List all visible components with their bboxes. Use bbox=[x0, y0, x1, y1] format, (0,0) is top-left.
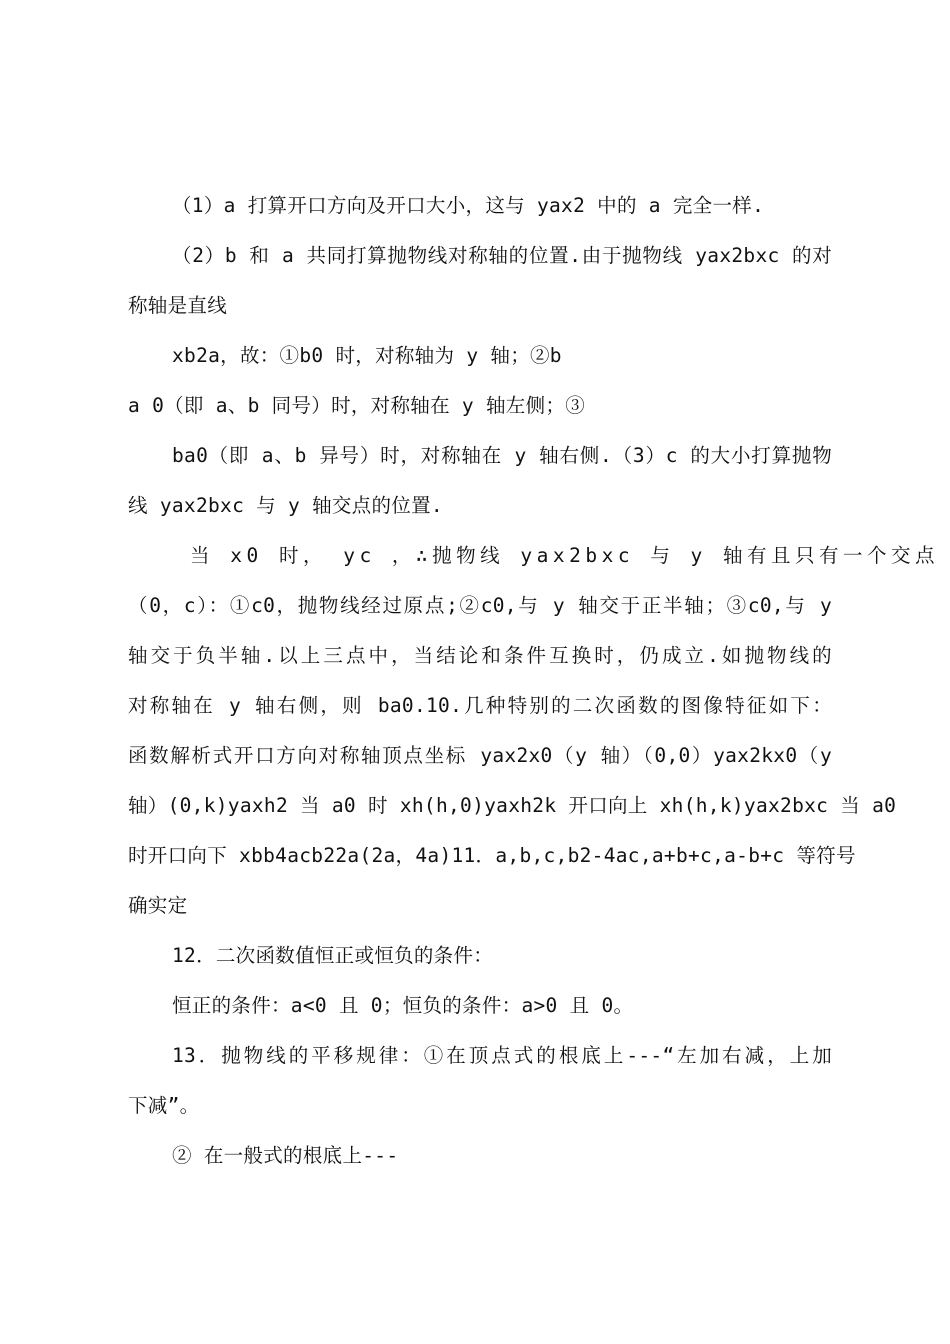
paragraph-line-6: ba0（即 a、b 异号）时，对称轴在 y 轴右侧.（3）c 的大小打算抛物 bbox=[172, 444, 832, 467]
paragraph-line-14: 时开口向下 xbb4acb22a(2a，4a)11．a,b,c,b2-4ac,a+b+c,a-b+c 等符号 bbox=[128, 844, 856, 867]
paragraph-line-8: 当 x0 时， yc ，∴抛物线 yax2bxc 与 y 轴有且只有一个交点 bbox=[190, 544, 940, 567]
paragraph-line-2: （2）b 和 a 共同打算抛物线对称轴的位置.由于抛物线 yax2bxc 的对 bbox=[172, 244, 832, 267]
paragraph-line-9: （0，c）：①c0，抛物线经过原点;②c0,与 y 轴交于正半轴；③c0,与 y bbox=[128, 594, 832, 617]
paragraph-line-13: 轴）(0,k)yaxh2 当 a0 时 xh(h,0)yaxh2k 开口向上 xh(h,k)yax2bxc 当 a0 bbox=[128, 794, 897, 817]
paragraph-line-17: 恒正的条件：a<0 且 0；恒负的条件：a>0 且 0。 bbox=[172, 994, 634, 1017]
paragraph-line-5: a 0（即 a、b 同号）时，对称轴在 y 轴左侧；③ bbox=[128, 394, 585, 417]
paragraph-line-4: xb2a，故：①b0 时，对称轴为 y 轴；②b bbox=[172, 344, 562, 367]
paragraph-line-20: ② 在一般式的根底上--- bbox=[172, 1144, 399, 1167]
paragraph-line-1: （1）a 打算开口方向及开口大小，这与 yax2 中的 a 完全一样. bbox=[172, 194, 765, 217]
paragraph-line-7: 线 yax2bxc 与 y 轴交点的位置. bbox=[128, 494, 443, 517]
paragraph-line-3: 称轴是直线 bbox=[128, 294, 228, 317]
paragraph-line-10: 轴交于负半轴.以上三点中，当结论和条件互换时，仍成立.如抛物线的 bbox=[128, 644, 832, 667]
paragraph-line-11: 对称轴在 y 轴右侧，则 ba0.10.几种特别的二次函数的图像特征如下： bbox=[128, 694, 832, 717]
paragraph-line-12: 函数解析式开口方向对称轴顶点坐标 yax2x0（y 轴）（0,0）yax2kx0（y bbox=[128, 744, 832, 767]
paragraph-line-15: 确实定 bbox=[128, 894, 188, 917]
paragraph-line-18: 13．抛物线的平移规律：①在顶点式的根底上---“左加右减，上加 bbox=[172, 1044, 832, 1067]
paragraph-line-19: 下减”。 bbox=[128, 1094, 200, 1117]
paragraph-line-16: 12．二次函数值恒正或恒负的条件： bbox=[172, 944, 494, 967]
